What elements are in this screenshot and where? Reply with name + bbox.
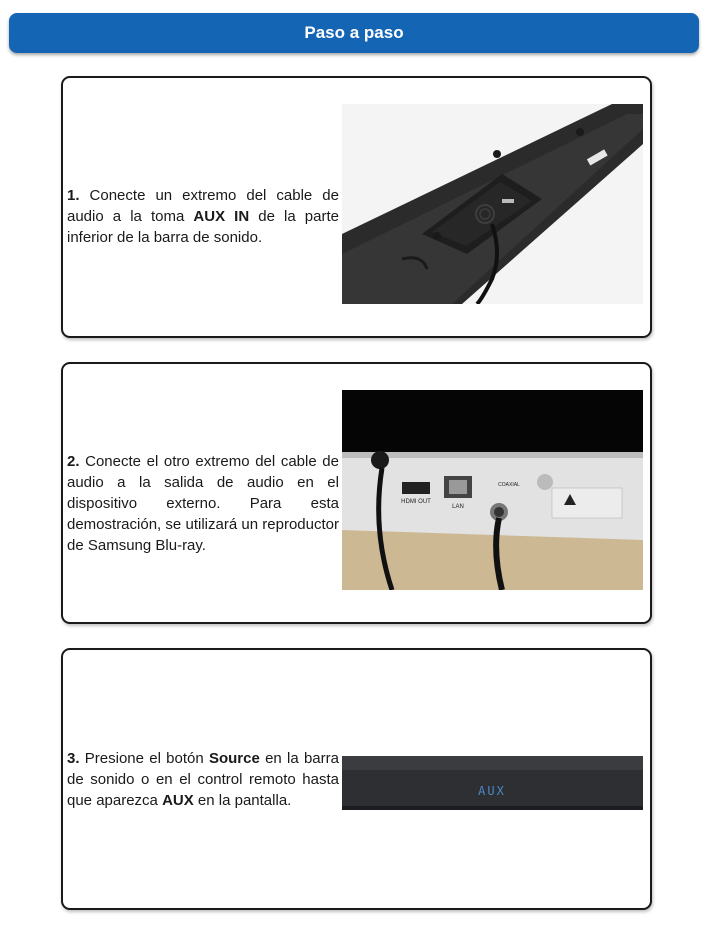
step-1-text: 1. Conecte un extremo del cable de audio a la toma AUX IN de la parte inferior de la barra de sonido. [67, 187, 339, 246]
soundbar-display-photo [342, 676, 643, 876]
step-1-bold-aux-in: AUX IN [193, 208, 250, 225]
step-card-2 [61, 362, 652, 624]
step-3-bold-source: Source [208, 750, 260, 767]
photo-label-lan: LAN [452, 504, 464, 510]
step-card-3 [61, 648, 652, 910]
bluray-player-rear-photo [342, 390, 643, 590]
photo-label-coaxial: COAXIAL [498, 482, 520, 488]
photo-label-hdmi-out: HDMI OUT [401, 499, 431, 505]
step-3-bold-aux: AUX [162, 792, 194, 809]
page-title: Paso a paso [304, 23, 404, 42]
step-2-text: 2. Conecte el otro extremo del cable de audio a la salida de audio en el dispositivo externo. Para esta demostración, se utilizará un reproductor de Samsung Blu-ray. [67, 453, 339, 554]
soundbar-display-aux: AUX [478, 784, 506, 798]
step-3-number: 3. [67, 750, 80, 767]
soundbar-bottom-photo [342, 104, 643, 304]
page-header [9, 13, 699, 53]
step-1-number: 1. [67, 187, 80, 204]
step-3-text: 3. Presione el botón Source en la barra de sonido o en el control remoto hasta que aparezca AUX en la pantalla. [67, 750, 339, 809]
step-2-number: 2. [67, 453, 80, 470]
step-card-1 [61, 76, 652, 338]
